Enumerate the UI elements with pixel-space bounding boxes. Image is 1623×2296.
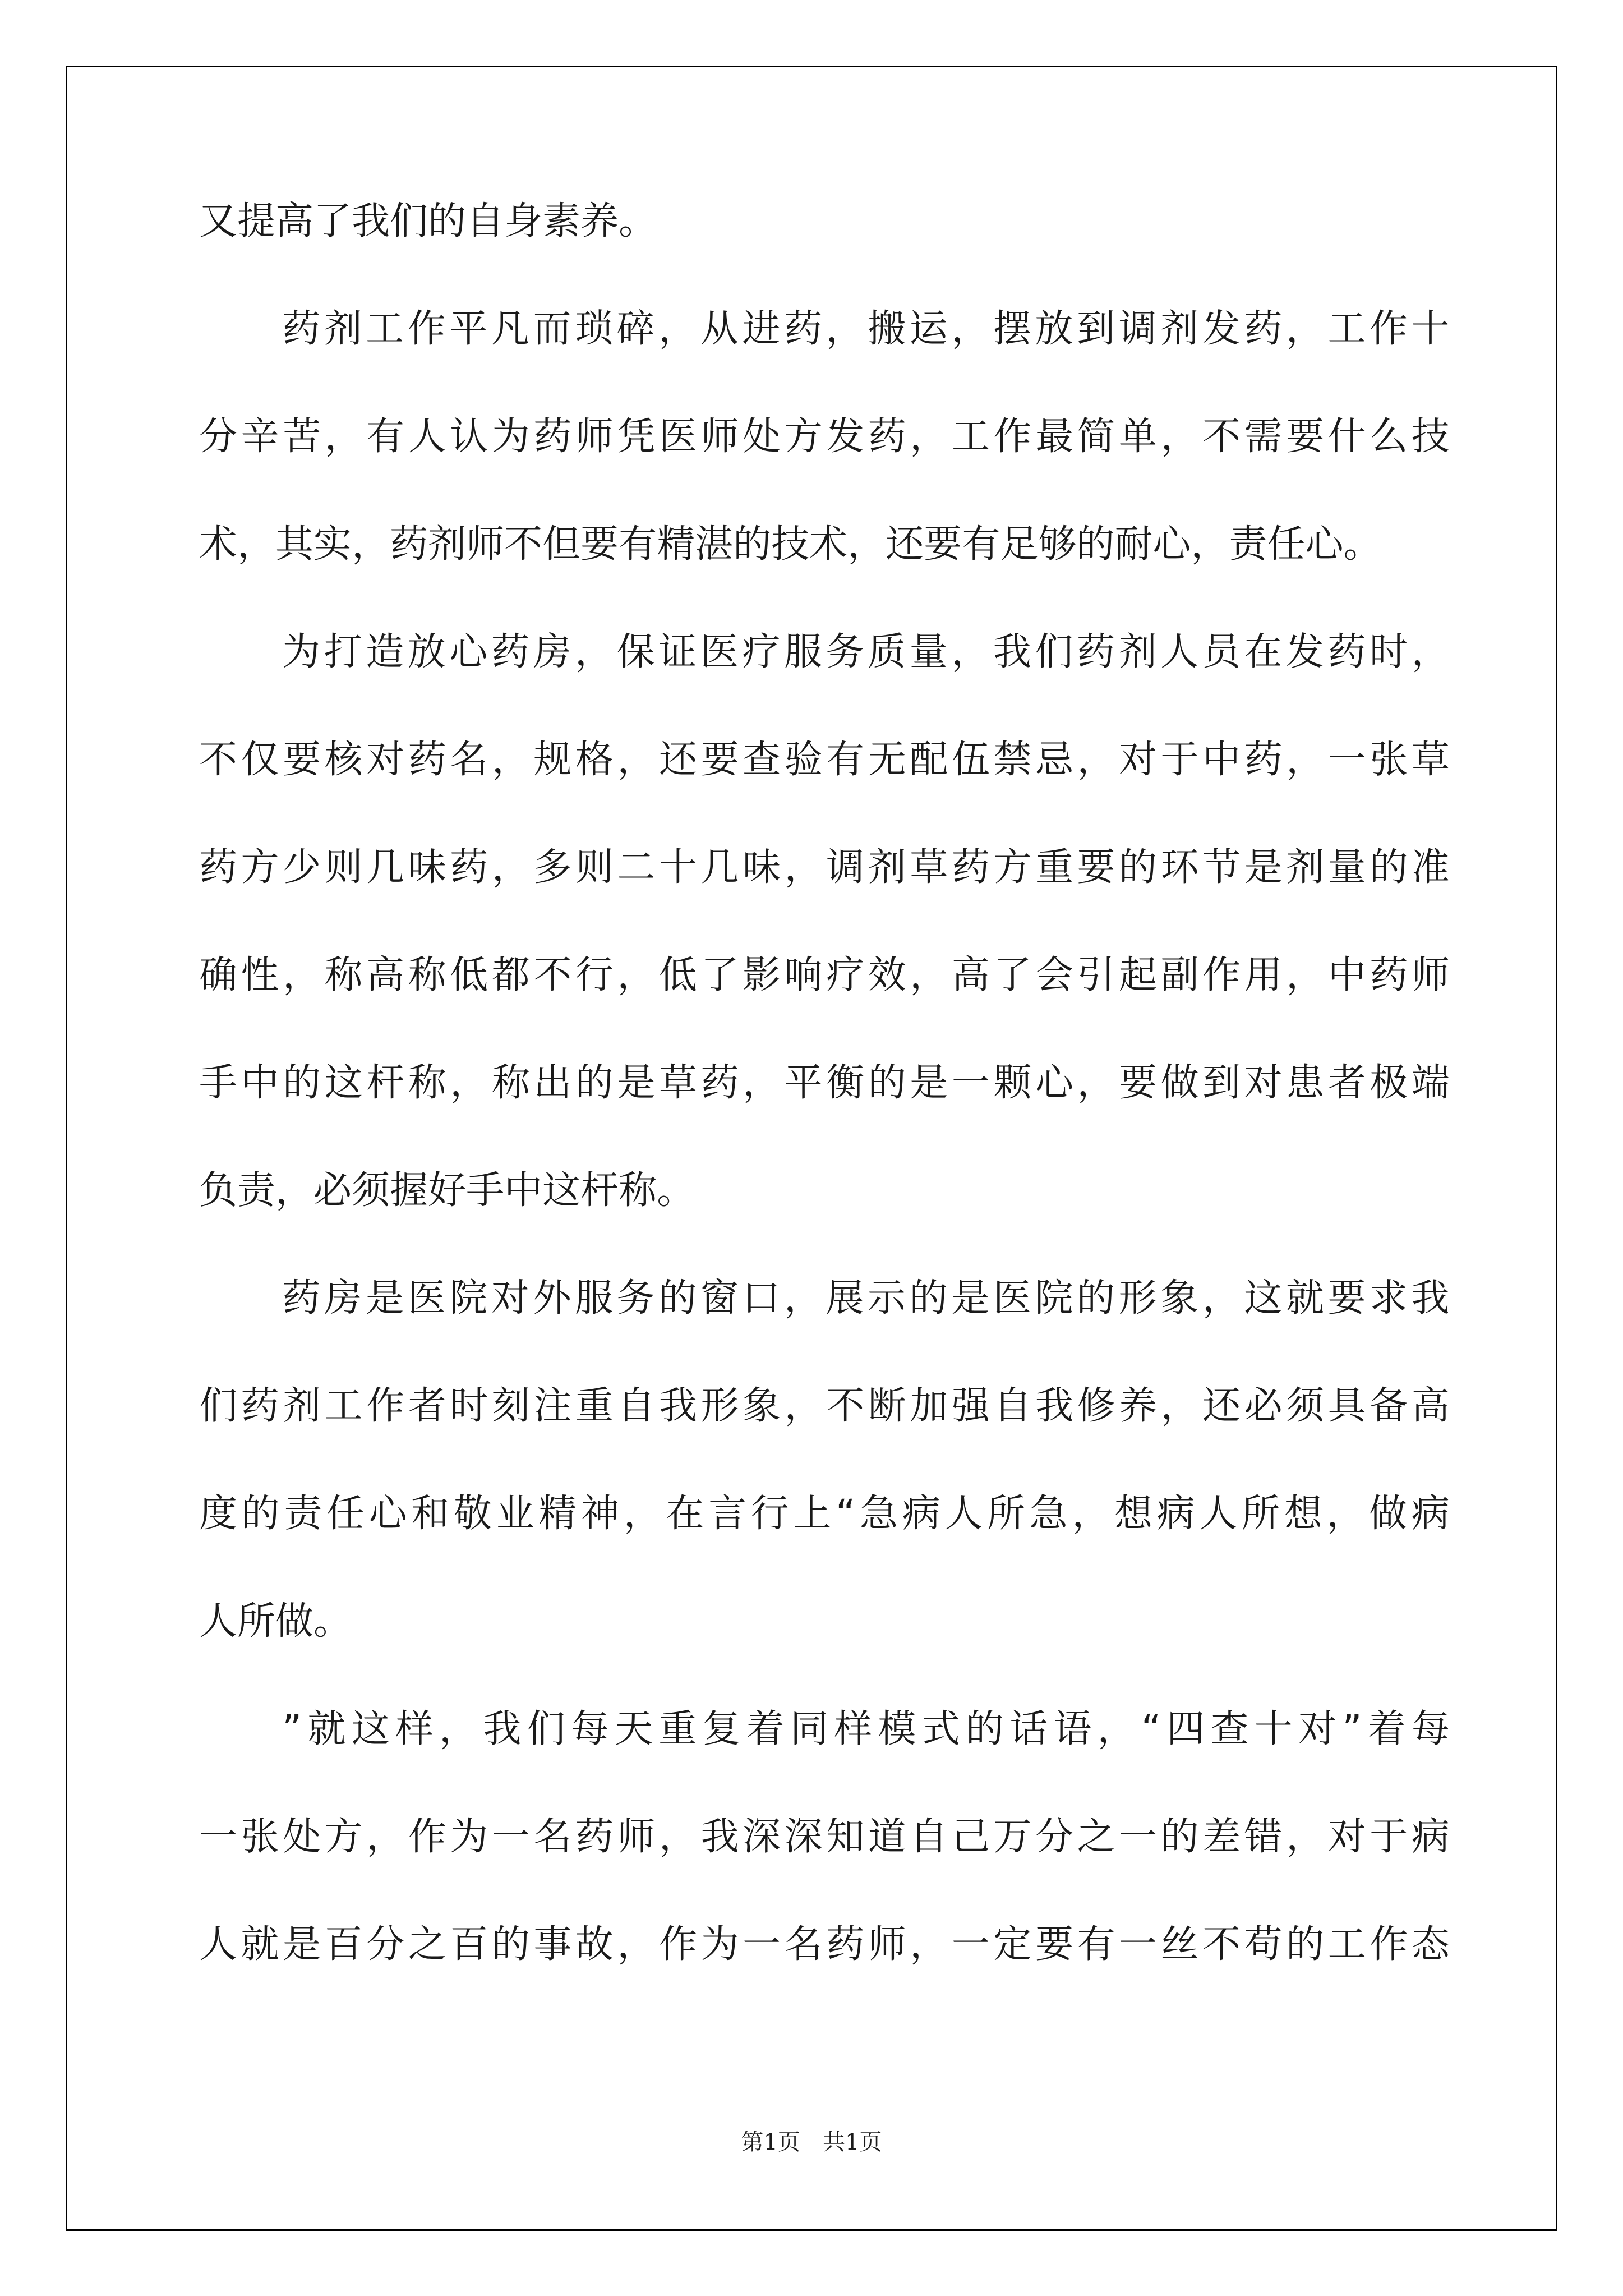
body-line: 分 辛 苦 ， 有 人 认 为 药 师 凭 医 师 处 方 发 药 ， 工 作 最 简 单 ， 不 需 要 什 么 技 [199,415,1450,459]
body-line: 又 提 高 了 我 们 的 自 身 素 养 。 [199,199,657,243]
body-line: 手 中 的 这 杆 称 ， 称 出 的 是 草 药 ， 平 衡 的 是 一 颗 心 ， 要 做 到 对 患 者 极 端 [199,1061,1450,1105]
body-line: 术 ， 其 实 ， 药 剂 师 不 但 要 有 精 湛 的 技 术 ， 还 要 有 足 够 的 耐 心 ， 责 任 心 。 [199,522,1382,567]
body-line: 药 剂 工 作 平 凡 而 琐 碎 ， 从 进 药 ， 搬 运 ， 摆 放 到 调 剂 发 药 ， 工 作 十 [282,307,1450,351]
body-line: 们 药 剂 工 作 者 时 刻 注 重 自 我 形 象 ， 不 断 加 强 自 我 修 养 ， 还 必 须 具 备 高 [199,1384,1450,1428]
body-line: 药 房 是 医 院 对 外 服 务 的 窗 口 ， 展 示 的 是 医 院 的 形 象 ， 这 就 要 求 我 [282,1276,1450,1320]
body-line: 确 性 ， 称 高 称 低 都 不 行 ， 低 了 影 响 疗 效 ， 高 了 会 引 起 副 作 用 ， 中 药 师 [199,953,1450,997]
body-line: 度 的 责 任 心 和 敬 业 精 神 ， 在 言 行 上 “ 急 病 人 所 急 ， 想 病 人 所 想 ， 做 病 [199,1492,1450,1536]
body-line: 一 张 处 方 ， 作 为 一 名 药 师 ， 我 深 深 知 道 自 己 万 分 之 一 的 差 错 ， 对 于 病 [199,1815,1450,1859]
body-line: 不 仅 要 核 对 药 名 ， 规 格 ， 还 要 查 验 有 无 配 伍 禁 忌 ， 对 于 中 药 ， 一 张 草 [199,738,1450,782]
body-line: 负 责 ， 必 须 握 好 手 中 这 杆 称 。 [199,1168,695,1213]
body-line: 为 打 造 放 心 药 房 ， 保 证 医 疗 服 务 质 量 ， 我 们 药 剂 人 员 在 发 药 时 ， [282,630,1450,674]
body-line: 人 所 做 。 [199,1599,352,1644]
body-line: ” 就 这 样 ， 我 们 每 天 重 复 着 同 样 模 式 的 话 语 ， “ 四 查 十 对 ” 着 每 [282,1707,1450,1751]
document-body [199,195,1450,2026]
page-footer: 第1页 共1页 [741,2129,882,2155]
body-line: 人 就 是 百 分 之 百 的 事 故 ， 作 为 一 名 药 师 ， 一 定 要 有 一 丝 不 苟 的 工 作 态 [199,1922,1450,1967]
body-line: 药 方 少 则 几 味 药 ， 多 则 二 十 几 味 ， 调 剂 草 药 方 重 要 的 环 节 是 剂 量 的 准 [199,845,1450,890]
